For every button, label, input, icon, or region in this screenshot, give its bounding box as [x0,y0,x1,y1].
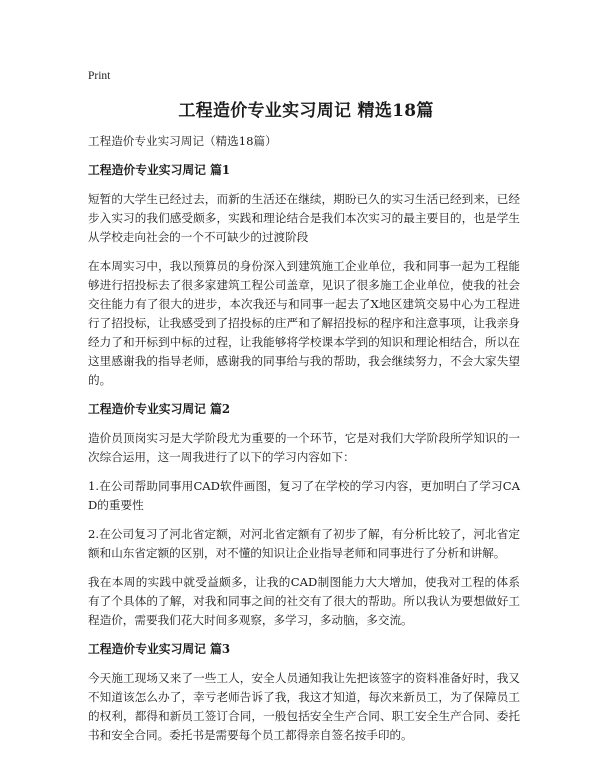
section-heading-1: 工程造价专业实习周记 篇1 [88,163,231,177]
document-subtitle: 工程造价专业实习周记（精选18篇） [88,134,277,148]
section-2-paragraph-2: 1.在公司帮助同事用CAD软件画图，复习了在学校的学习内容，更加明白了学习CAD的重要性 [88,479,520,512]
section-1-paragraph-2: 在本周实习中，我以预算员的身份深入到建筑施工企业单位，我和同事一起为工程能够进行招投标去了很多家建筑工程公司盖章，见识了很多施工企业单位，使我的社会交往能力有了很大的进步，本次我还与和同事一起去了X地区建筑交易中心为工程进行了招投标，让我感受到了招投标的庄严和了解招投标的程序和注意事项，让我亲身经力了和开标到中标的过程，让我能够将学校课本学到的知识和理论相结合，所以在这里感谢我的指导老师，感谢我的同事给与我的帮助，我会继续努力，不会大家失望的。 [88,259,520,387]
section-2-paragraph-4: 我在本周的实践中就受益颇多，让我的CAD制图能力大大增加，使我对工程的体系有了个具体的了解，对我和同事之间的社交有了很大的帮助。所以我认为要想做好工程造价，需要我们花大时间多观察，多学习，多动脑，多交流。 [88,575,520,627]
section-2-paragraph-3: 2.在公司复习了河北省定额，对河北省定额有了初步了解，有分析比较了，河北省定额和山东省定额的区别，对不懂的知识让企业指导老师和同事进行了分析和讲解。 [88,527,520,560]
section-3-paragraph-1: 今天施工现场又来了一些工人，安全人员通知我让先把该签字的资料准备好时，我又不知道该怎么办了，幸亏老师告诉了我，我这才知道，每次来新员工，为了保障员工的权利，都得和新员工签订合同，一般包括安全生产合同、职工安全生产合同、委托书和安全合同。委托书是需要每个员工都得亲自签名按手印的。 [88,671,520,742]
section-heading-2: 工程造价专业实习周记 篇2 [88,402,231,416]
document-body [88,132,520,755]
section-1-paragraph-1: 短暂的大学生已经过去，而新的生活还在继续，期盼已久的实习生活已经到来，已经步入实习的我们感受颇多，实践和理论结合是我们本次实习的最主要目的，也是学生从学校走向社会的一个不可缺少的过渡阶段 [88,192,520,244]
print-link[interactable]: Print [88,70,111,82]
document-title: 工程造价专业实习周记 精选18篇 [178,101,434,121]
section-heading-3: 工程造价专业实习周记 篇3 [88,642,231,656]
section-2-paragraph-1: 造价员顶岗实习是大学阶段尤为重要的一个环节，它是对我们大学阶段所学知识的一次综合运用，这一周我进行了以下的学习内容如下： [88,431,520,464]
